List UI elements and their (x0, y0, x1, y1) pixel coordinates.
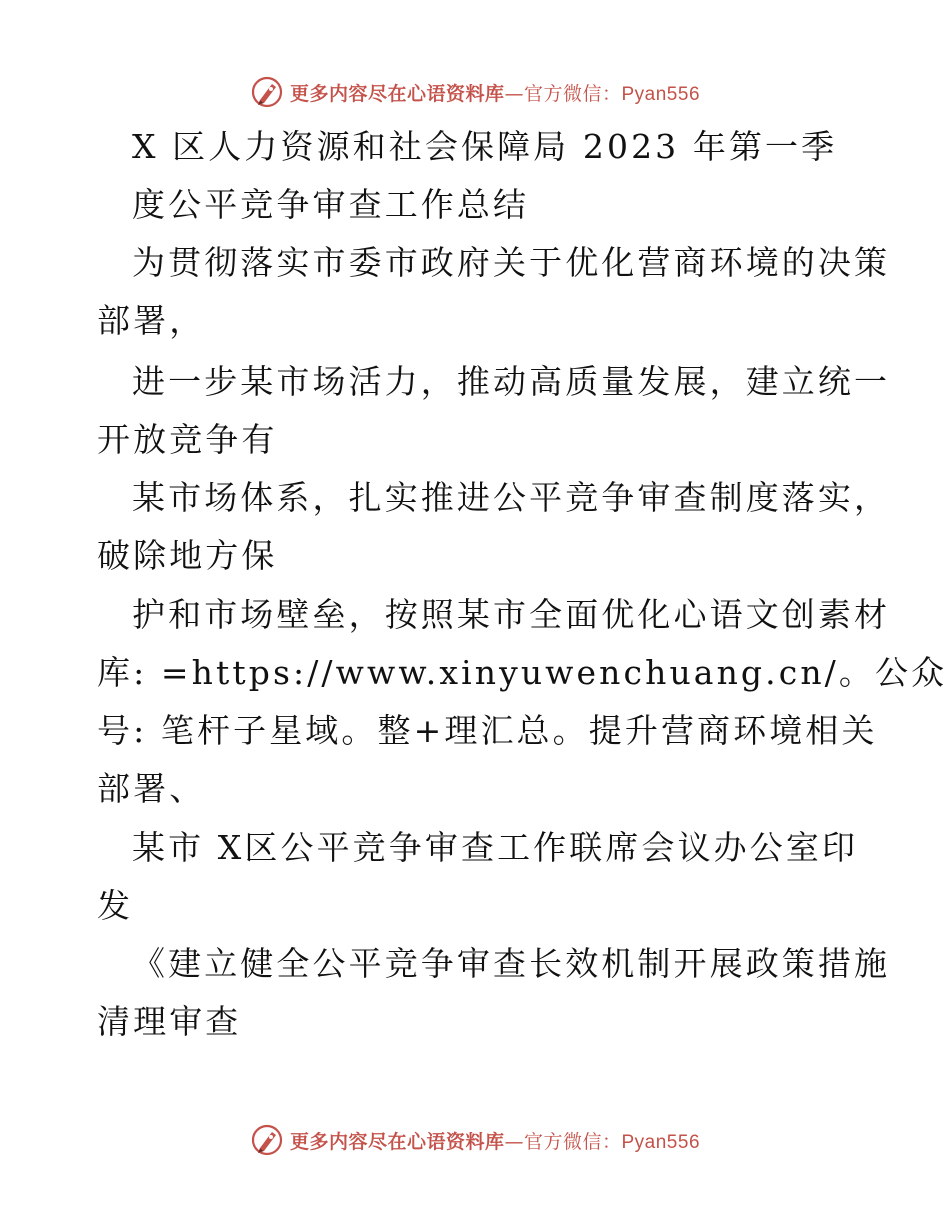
header-watermark (0, 72, 950, 112)
watermark-text (290, 1127, 700, 1154)
doc-line: 度公平竞争审查工作总结 (132, 185, 530, 224)
doc-line: 为贯彻落实市委市政府关于优化营商环境的决策 (132, 243, 891, 282)
doc-line: X 区人力资源和社会保障局 2023 年第一季 (132, 127, 838, 166)
doc-line: 清理审查 (97, 1002, 242, 1041)
doc-line: 破除地方保 (97, 536, 278, 575)
doc-line: 某市 X区公平竞争审查工作联席会议办公室印 (132, 828, 859, 867)
doc-line: 某市场体系，扎实推进公平竞争审查制度落实， (132, 478, 891, 517)
watermark-label: —官方微信： (504, 82, 622, 105)
doc-line: 开放竞争有 (97, 420, 278, 459)
doc-line: 《建立健全公平竞争审查长效机制开展政策措施 (132, 944, 891, 983)
doc-line: 库: =https://www.xinyuwenchuang.cn/。公众 (97, 653, 948, 692)
watermark-site: 更多内容尽在心语资料库 (289, 82, 505, 105)
footer-watermark (0, 1120, 950, 1160)
doc-line: 进一步某市场活力，推动高质量发展，建立统一 (132, 362, 891, 401)
watermark-site: 更多内容尽在心语资料库 (289, 1130, 505, 1153)
watermark-text (290, 79, 700, 106)
doc-line: 号: 笔杆子星域。整+理汇总。提升营商环境相关 (97, 711, 878, 750)
doc-line: 部署、 (97, 769, 206, 808)
pen-logo-icon (250, 75, 284, 109)
doc-line: 发 (97, 886, 134, 925)
watermark-id: Pyan556 (621, 83, 701, 105)
watermark-label: —官方微信： (504, 1130, 622, 1153)
pen-logo-icon (250, 1123, 284, 1157)
doc-line: 护和市场壁垒，按照某市全面优化心语文创素材 (132, 595, 891, 634)
watermark-id: Pyan556 (621, 1131, 701, 1153)
doc-line: 部署， (97, 301, 206, 340)
